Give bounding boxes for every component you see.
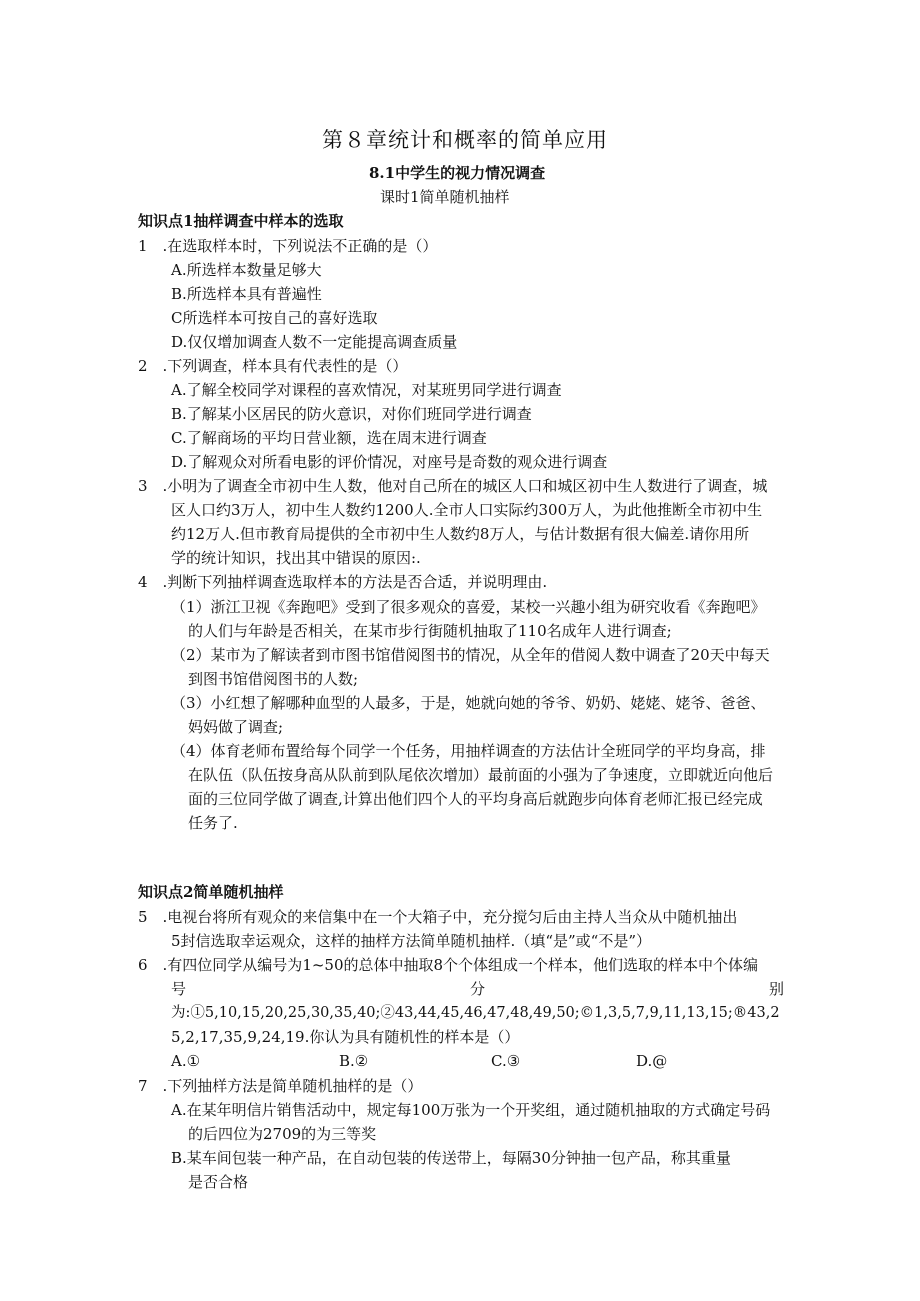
question-7-option-b-line-2: 是否合格 <box>188 1173 249 1191</box>
question-4-part-2-line-2: 到图书馆借阅图书的人数; <box>188 670 359 688</box>
lesson-title: 课时1简单随机抽样 <box>380 188 510 206</box>
knowledge-point-1: 知识点1抽样调查中样本的选取 <box>138 212 344 230</box>
question-6-line-2 <box>171 979 784 999</box>
question-3-line-1: 3 .小明为了调查全市初中生人数，他对自己所在的城区人口和城区初中生人数进行了调查，城 <box>138 477 768 495</box>
question-5-line-1: 5 .电视台将所有观众的来信集中在一个大箱子中，充分搅匀后由主持人当众从中随机抽出 <box>138 908 738 926</box>
question-3-line-3: 约12万人.但市教育局提供的全市初中生人数约8万人，与估计数据有很大偏差.请你用所 <box>171 525 750 543</box>
question-4-part-3-line-1: （3）小红想了解哪种血型的人最多，于是，她就向她的爷爷、奶奶、姥姥、姥爷、爸爸、 <box>171 694 766 712</box>
question-6-option-b: B.② <box>339 1052 369 1070</box>
question-6-option-a: A.① <box>171 1052 201 1070</box>
question-6-line-4: 5,2,17,35,9,24,19.你认为具有随机性的样本是（） <box>171 1028 520 1046</box>
question-4-stem: 4 .判断下列抽样调查选取样本的方法是否合适，并说明理由. <box>138 573 548 591</box>
question-4-part-1-line-1: （1）浙江卫视《奔跑吧》受到了很多观众的喜爱，某校一兴趣小组为研究收看《奔跑吧》 <box>171 598 766 616</box>
question-7-stem: 7 .下列抽样方法是简单随机抽样的是（） <box>138 1077 423 1095</box>
question-6-option-d: D.@ <box>636 1052 668 1070</box>
question-6-line-3: 为:①5,10,15,20,25,30,35,40;②43,44,45,46,47,48,49,50;©1,3,5,7,9,11,13,15;®43,2 <box>171 1005 780 1021</box>
question-7-option-a-line-2: 的后四位为2709的为三等奖 <box>188 1125 377 1143</box>
knowledge-point-2: 知识点2简单随机抽样 <box>138 883 284 901</box>
question-6-option-c: C.③ <box>491 1052 521 1070</box>
question-4-part-4-line-4: 任务了. <box>188 814 238 832</box>
chapter-title: 第８章统计和概率的简单应用 <box>322 128 608 152</box>
section-title: 8.1中学生的视力情况调查 <box>369 164 546 182</box>
question-4-part-4-line-2: 在队伍（队伍按身高从队前到队尾依次增加）最前面的小强为了争速度，立即就近向他后 <box>188 766 774 784</box>
question-4-part-3-line-2: 妈妈做了调查; <box>188 718 284 736</box>
question-6-word-2: 分 <box>469 980 485 998</box>
question-3-line-4: 学的统计知识，找出其中错误的原因:. <box>171 549 421 567</box>
question-1-option-d: D.仅仅增加调查人数不一定能提高调查质量 <box>171 333 458 351</box>
question-7-option-a-line-1: A.在某年明信片销售活动中，规定每100万张为一个开奖组，通过随机抽取的方式确定号码 <box>171 1101 771 1119</box>
question-2-option-d: D.了解观众对所看电影的评价情况，对座号是奇数的观众进行调查 <box>171 453 608 471</box>
question-6-word-1: 号 <box>171 980 187 998</box>
question-1-option-c: C所选样本可按自己的喜好选取 <box>171 309 378 327</box>
question-2-stem: 2 .下列调查，样本具有代表性的是（） <box>138 357 408 375</box>
question-4-part-2-line-1: （2）某市为了解读者到市图书馆借阅图书的情况，从全年的借阅人数中调查了20天中每天 <box>171 646 770 664</box>
question-2-option-b: B.了解某小区居民的防火意识，对你们班同学进行调查 <box>171 405 532 423</box>
question-1-option-a: A.所选样本数量足够大 <box>171 261 322 279</box>
question-6-word-3: 别 <box>768 980 784 998</box>
question-1-option-b: B.所选样本具有普遍性 <box>171 285 322 303</box>
question-3-line-2: 区人口约3万人，初中生人数约1200人.全市人口实际约300万人，为此他推断全市初中生 <box>171 501 763 519</box>
question-2-option-a: A.了解全校同学对课程的喜欢情况，对某班男同学进行调查 <box>171 381 562 399</box>
question-4-part-4-line-1: （4）体育老师布置给每个同学一个任务，用抽样调查的方法估计全班同学的平均身高，排 <box>171 742 766 760</box>
question-1-stem: 1 .在选取样本时，下列说法不正确的是（） <box>138 237 438 255</box>
question-2-option-c: C.了解商场的平均日营业额，选在周末进行调查 <box>171 429 487 447</box>
question-7-option-b-line-1: B.某车间包装一种产品，在自动包装的传送带上，每隔30分钟抽一包产品，称其重量 <box>171 1149 731 1167</box>
question-5-line-2: 5封信选取幸运观众，这样的抽样方法简单随机抽样.（填“是”或“不是”） <box>171 932 651 950</box>
question-4-part-4-line-3: 面的三位同学做了调查,计算出他们四个人的平均身高后就跑步向体育老师汇报已经完成 <box>188 790 763 808</box>
question-4-part-1-line-2: 的人们与年龄是否相关，在某市步行街随机抽取了110名成年人进行调查; <box>188 622 672 640</box>
question-6-line-1: 6 .有四位同学从编号为1~50的总体中抽取8个个体组成一个样本，他们选取的样本中个体编 <box>138 956 759 974</box>
